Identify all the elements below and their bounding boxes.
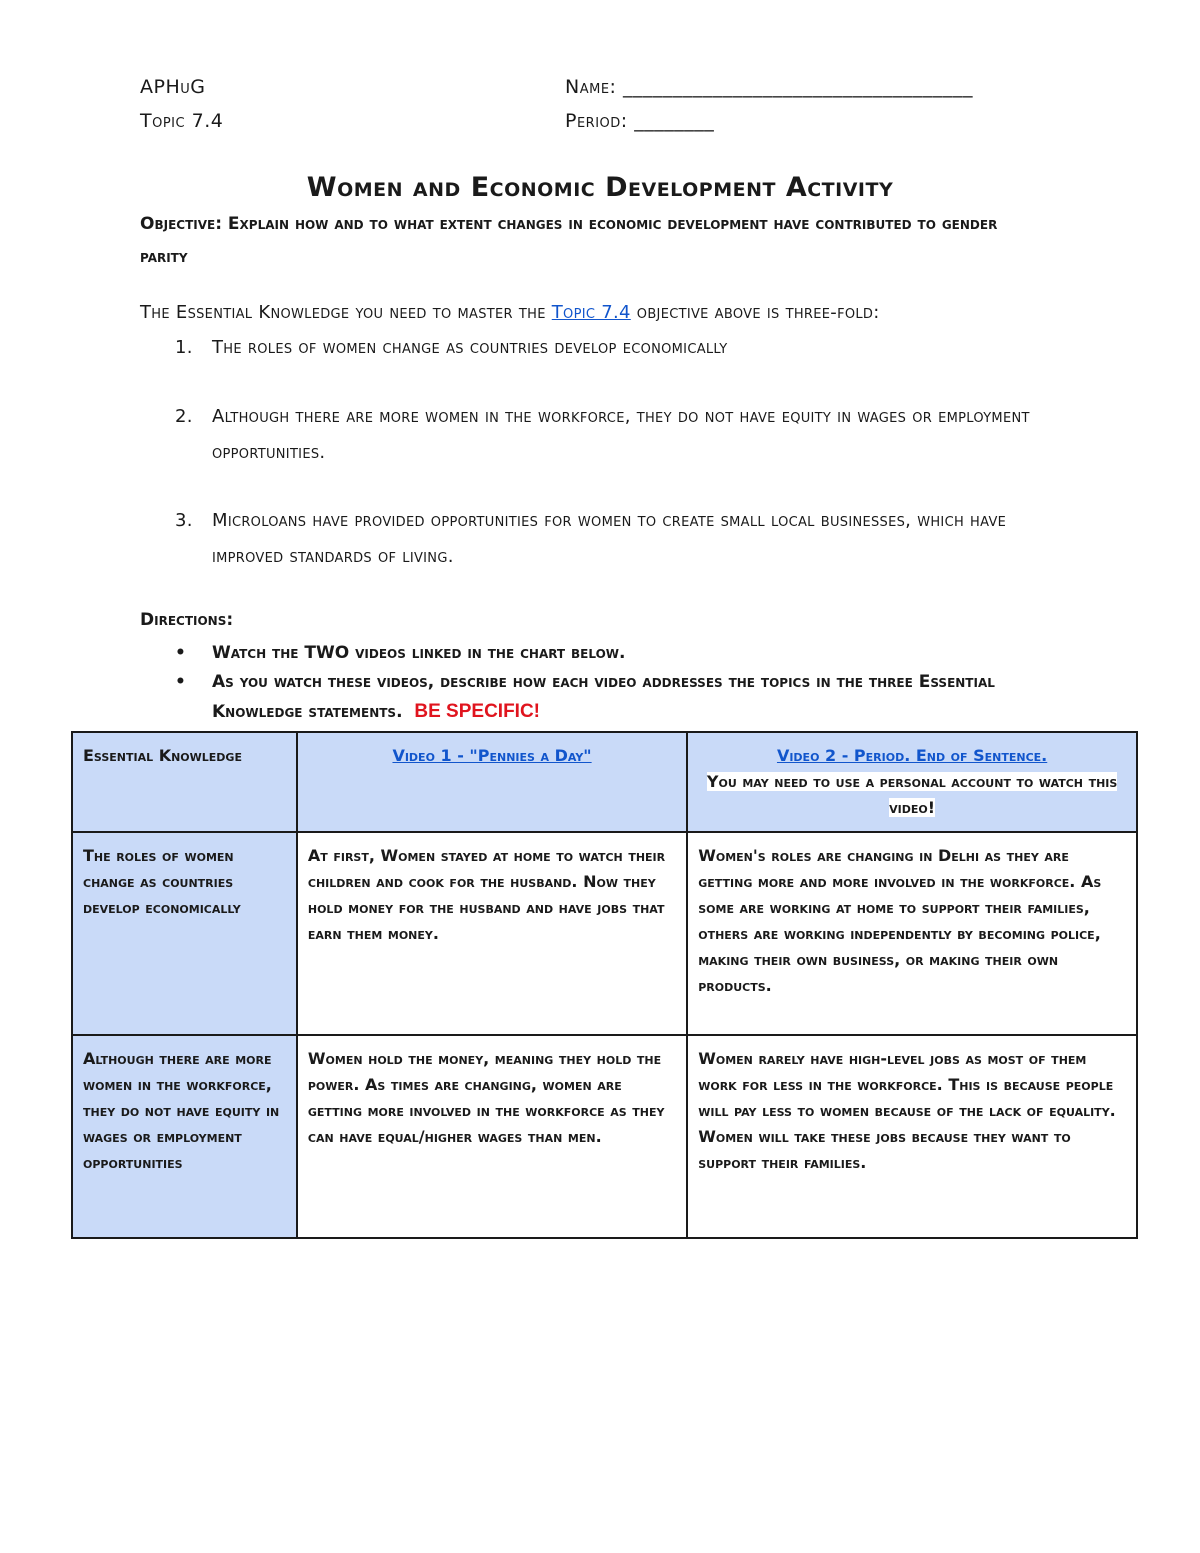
bullet-icon: • xyxy=(175,672,186,692)
video-2-note: You may need to use a personal account to watch this video! xyxy=(706,772,1118,817)
ek-intro-after: objective above is three-fold: xyxy=(630,302,880,323)
objective-text: Objective: Explain how and to what extent changes in economic development have contributed to gender parity xyxy=(140,214,998,267)
period-field[interactable]: Period: ________ xyxy=(565,110,715,132)
video-1-link[interactable]: Video 1 - "Pennies a Day" xyxy=(392,746,592,765)
topic-link[interactable]: Topic 7.4 xyxy=(551,302,631,323)
name-field[interactable]: Name: ___________________________________ xyxy=(565,76,973,98)
ek-item-text: Microloans have provided opportunities for women to create small local businesses, which have improved standards of living. xyxy=(212,510,1007,567)
header-video-1 xyxy=(297,732,687,832)
ek-item-number: 3. xyxy=(175,510,193,531)
directions-title: Directions: xyxy=(140,610,234,630)
header-video-2 xyxy=(687,732,1137,832)
directions-text: Watch the TWO videos linked in the chart below. xyxy=(212,643,626,663)
ek-item-number: 1. xyxy=(175,337,193,358)
row-video-2-cell[interactable]: Women's roles are changing in Delhi as they are getting more and more involved in the workforce. As some are working at home to support their families, others are working independently by becoming police, making their own business, or making their own products. xyxy=(687,832,1137,1035)
topic-label: Topic 7.4 xyxy=(140,110,224,132)
row-video-1-cell[interactable]: Women hold the money, meaning they hold the power. As times are changing, women are getting more involved in the workforce as they can have equal/higher wages than men. xyxy=(297,1035,687,1238)
be-specific-emphasis: BE SPECIFIC! xyxy=(414,701,540,722)
table-row xyxy=(72,1035,1137,1238)
header-essential-knowledge xyxy=(72,732,297,832)
table-header-row xyxy=(72,732,1137,832)
activity-chart xyxy=(71,731,1138,1239)
directions-text xyxy=(212,668,1032,727)
course-label: APHuG xyxy=(140,76,206,98)
row-ek-cell: The roles of women change as countries develop economically xyxy=(72,832,297,1035)
bullet-icon: • xyxy=(175,643,186,663)
row-ek-cell: Although there are more women in the workforce, they do not have equity in wages or employment opportunities xyxy=(72,1035,297,1238)
ek-item-text: The roles of women change as countries develop economically xyxy=(212,337,728,358)
header-ek-label: Essential Knowledge xyxy=(83,746,242,765)
ek-item-number: 2. xyxy=(175,406,193,427)
ek-item-text: Although there are more women in the workforce, they do not have equity in wages or employment opportunities. xyxy=(212,406,1030,463)
video-2-link[interactable]: Video 2 - Period. End of Sentence. xyxy=(776,746,1048,765)
essential-knowledge-intro xyxy=(140,302,880,323)
row-video-2-cell[interactable]: Women rarely have high-level jobs as most of them work for less in the workforce. This is because people will pay less to women because of the lack of equality. Women will take these jobs because they want to support their families. xyxy=(687,1035,1137,1238)
ek-intro-before: The Essential Knowledge you need to master the xyxy=(140,302,552,323)
table-row xyxy=(72,832,1137,1035)
page-title: Women and Economic Development Activity xyxy=(306,172,894,203)
directions-text-main: As you watch these videos, describe how each video addresses the topics in the three Essential Knowledge statements. xyxy=(212,672,995,722)
row-video-1-cell[interactable]: At first, Women stayed at home to watch their children and cook for the husband. Now they hold money for the husband and have jobs that earn them money. xyxy=(297,832,687,1035)
